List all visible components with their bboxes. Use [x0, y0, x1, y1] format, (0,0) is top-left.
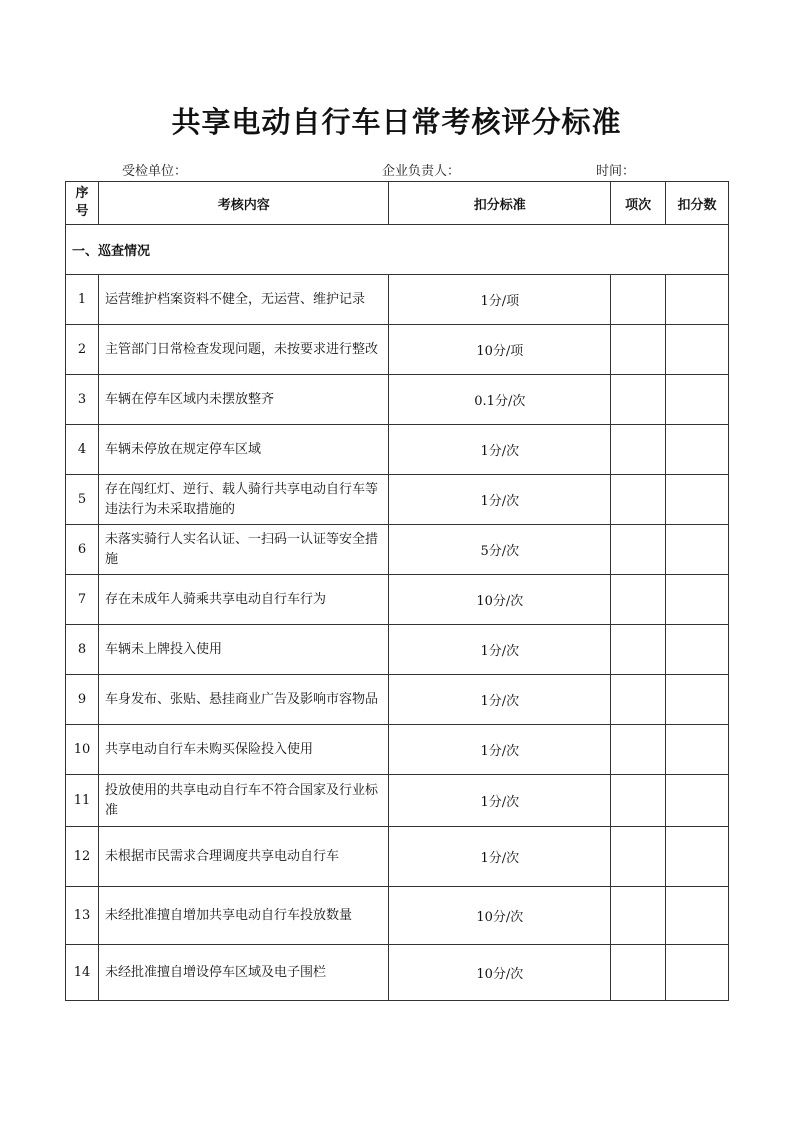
row-number: 8	[66, 625, 99, 675]
row-score-cell[interactable]	[666, 275, 729, 325]
table-row	[66, 525, 729, 575]
row-count-cell[interactable]	[611, 525, 666, 575]
row-number: 4	[66, 425, 99, 475]
row-count-cell[interactable]	[611, 325, 666, 375]
row-standard: 10分/项	[389, 325, 611, 375]
row-standard: 1分/项	[389, 275, 611, 325]
row-count-cell[interactable]	[611, 945, 666, 1001]
time-label: 时间：	[596, 164, 636, 179]
row-score-cell[interactable]	[666, 945, 729, 1001]
row-number: 2	[66, 325, 99, 375]
row-score-cell[interactable]	[666, 827, 729, 887]
table-row	[66, 475, 729, 525]
row-count-cell[interactable]	[611, 575, 666, 625]
row-standard: 1分/次	[389, 625, 611, 675]
row-standard: 0.1分/次	[389, 375, 611, 425]
row-content: 车辆未上牌投入使用	[98, 625, 389, 675]
table-row	[66, 625, 729, 675]
row-content: 未经批准擅自增设停车区域及电子围栏	[98, 945, 389, 1001]
row-standard: 10分/次	[389, 887, 611, 945]
row-score-cell[interactable]	[666, 475, 729, 525]
section-heading: 一、巡查情况	[66, 225, 729, 275]
header-content: 考核内容	[98, 182, 389, 225]
row-number: 5	[66, 475, 99, 525]
row-content: 投放使用的共享电动自行车不符合国家及行业标准	[98, 775, 389, 827]
row-content: 车身发布、张贴、悬挂商业广告及影响市容物品	[98, 675, 389, 725]
table-row	[66, 675, 729, 725]
row-score-cell[interactable]	[666, 525, 729, 575]
owner-label: 企业负责人：	[382, 164, 461, 179]
row-standard: 10分/次	[389, 945, 611, 1001]
header-score: 扣分数	[666, 182, 729, 225]
row-content: 存在未成年人骑乘共享电动自行车行为	[98, 575, 389, 625]
row-number: 1	[66, 275, 99, 325]
row-number: 9	[66, 675, 99, 725]
row-number: 7	[66, 575, 99, 625]
row-count-cell[interactable]	[611, 275, 666, 325]
row-standard: 5分/次	[389, 525, 611, 575]
row-score-cell[interactable]	[666, 775, 729, 827]
row-number: 6	[66, 525, 99, 575]
table-row	[66, 887, 729, 945]
row-content: 共享电动自行车未购买保险投入使用	[98, 725, 389, 775]
row-count-cell[interactable]	[611, 887, 666, 945]
inspected-unit-label: 受检单位：	[122, 164, 188, 179]
row-score-cell[interactable]	[666, 725, 729, 775]
row-count-cell[interactable]	[611, 675, 666, 725]
row-standard: 1分/次	[389, 725, 611, 775]
row-standard: 1分/次	[389, 675, 611, 725]
row-standard: 1分/次	[389, 827, 611, 887]
page-title: 共享电动自行车日常考核评分标准	[171, 105, 622, 139]
row-score-cell[interactable]	[666, 675, 729, 725]
row-standard: 1分/次	[389, 775, 611, 827]
table-row	[66, 575, 729, 625]
header-num: 序号	[66, 182, 99, 225]
row-content: 未落实骑行人实名认证、一扫码一认证等安全措施	[98, 525, 389, 575]
row-count-cell[interactable]	[611, 827, 666, 887]
row-number: 11	[66, 775, 99, 827]
table-row	[66, 827, 729, 887]
row-number: 12	[66, 827, 99, 887]
table-row	[66, 325, 729, 375]
row-count-cell[interactable]	[611, 725, 666, 775]
row-score-cell[interactable]	[666, 887, 729, 945]
table-row	[66, 945, 729, 1001]
row-score-cell[interactable]	[666, 325, 729, 375]
row-score-cell[interactable]	[666, 375, 729, 425]
row-content: 运营维护档案资料不健全，无运营、维护记录	[98, 275, 389, 325]
row-standard: 1分/次	[389, 475, 611, 525]
row-number: 10	[66, 725, 99, 775]
table-row	[66, 275, 729, 325]
row-score-cell[interactable]	[666, 425, 729, 475]
row-count-cell[interactable]	[611, 625, 666, 675]
row-content: 车辆未停放在规定停车区域	[98, 425, 389, 475]
row-number: 14	[66, 945, 99, 1001]
row-count-cell[interactable]	[611, 475, 666, 525]
row-standard: 10分/次	[389, 575, 611, 625]
header-count: 项次	[611, 182, 666, 225]
row-score-cell[interactable]	[666, 575, 729, 625]
table-row	[66, 425, 729, 475]
row-content: 未经批准擅自增加共享电动自行车投放数量	[98, 887, 389, 945]
row-number: 13	[66, 887, 99, 945]
table-row	[66, 375, 729, 425]
table-row	[66, 775, 729, 827]
header-standard: 扣分标准	[389, 182, 611, 225]
row-content: 车辆在停车区域内未摆放整齐	[98, 375, 389, 425]
row-count-cell[interactable]	[611, 775, 666, 827]
table-header	[66, 182, 729, 225]
table-row	[66, 725, 729, 775]
row-count-cell[interactable]	[611, 375, 666, 425]
row-number: 3	[66, 375, 99, 425]
row-content: 主管部门日常检查发现问题，未按要求进行整改	[98, 325, 389, 375]
row-content: 存在闯红灯、逆行、载人骑行共享电动自行车等违法行为未采取措施的	[98, 475, 389, 525]
row-content: 未根据市民需求合理调度共享电动自行车	[98, 827, 389, 887]
row-count-cell[interactable]	[611, 425, 666, 475]
row-standard: 1分/次	[389, 425, 611, 475]
scoring-table	[65, 181, 729, 1001]
row-score-cell[interactable]	[666, 625, 729, 675]
